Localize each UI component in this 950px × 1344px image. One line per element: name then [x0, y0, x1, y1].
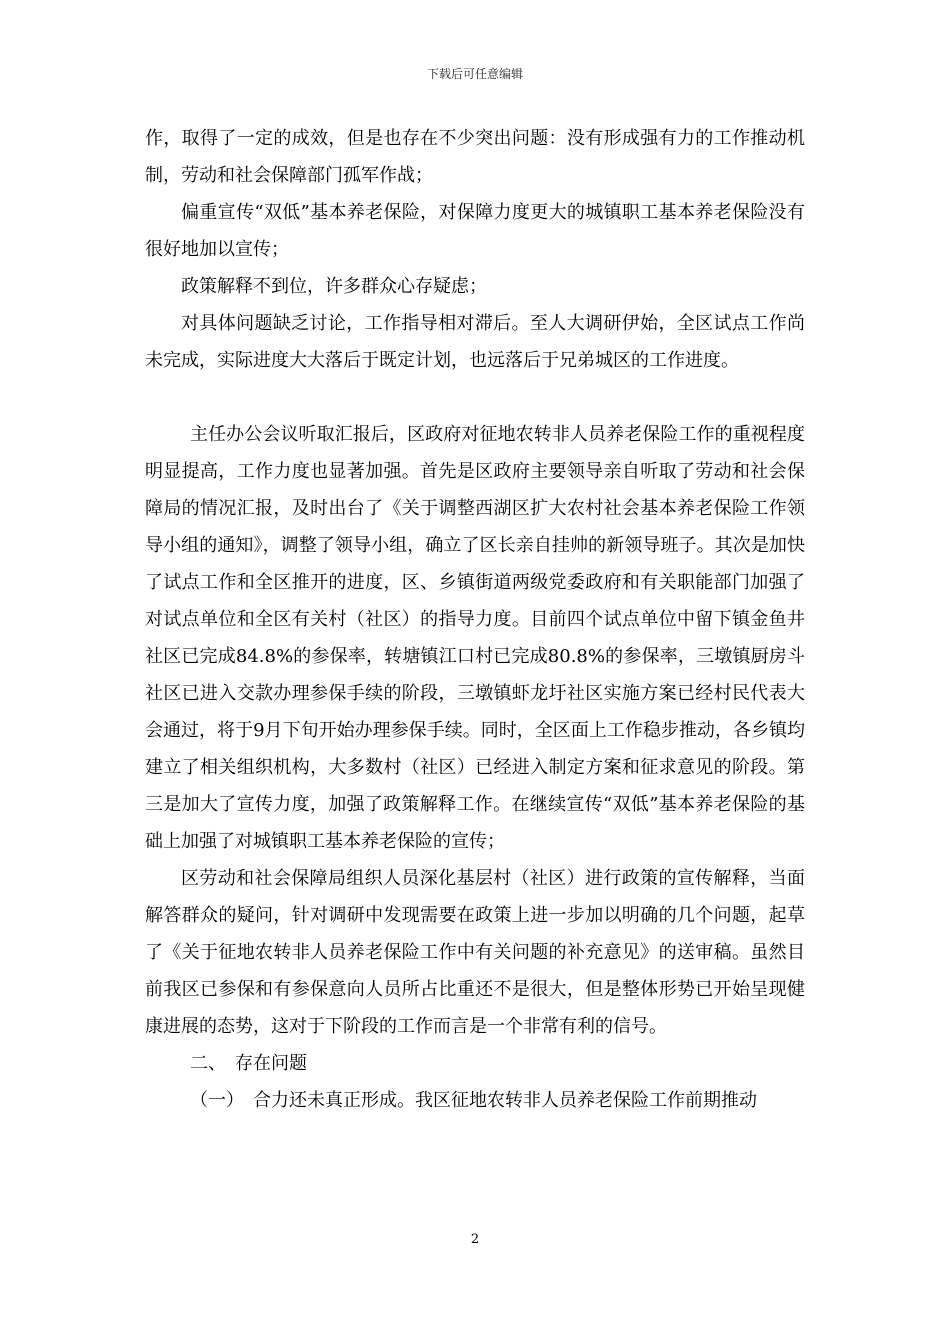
page-number: 2 — [470, 1232, 480, 1247]
section-heading: 二、 存在问题 — [190, 1053, 307, 1074]
page-header: 下载后可任意编辑 — [426, 67, 523, 81]
paragraph: 对具体问题缺乏讨论，工作指导相对滞后。至人大调研伊始，全区试点工作尚未完成，实际进度大大落后于既定计划，也远落后于兄弟城区的工作进度。 — [145, 313, 805, 371]
paragraph: 区劳动和社会保障局组织人员深化基层村（社区）进行政策的宣传解释，当面解答群众的疑问，针对调研中发现需要在政策上进一步加以明确的几个问题，起草了《关于征地农转非人员养老保险工作中有关问题的补充意见》的送审稿。虽然目前我区已参保和有参保意向人员所占比重还不是很大，但是整体形势已开始呈现健康进展的态势，这对于下阶段的工作而言是一个非常有利的信号。 — [145, 868, 805, 1037]
paragraph: 政策解释不到位，许多群众心存疑虑； — [181, 276, 487, 297]
paragraph: 作，取得了一定的成效，但是也存在不少突出问题：没有形成强有力的工作推动机制，劳动和社会保障部门孤军作战； — [145, 128, 805, 186]
paragraph: 主任办公会议听取汇报后，区政府对征地农转非人员养老保险工作的重视程度明显提高，工作力度也显著加强。首先是区政府主要领导亲自听取了劳动和社会保障局的情况汇报，及时出台了《关于调整西湖区扩大农村社会基本养老保险工作领导小组的通知》，调整了领导小组，确立了区长亲自挂帅的新领导班子。其次是加快了试点工作和全区推开的进度，区、乡镇街道两级党委政府和有关职能部门加强了对试点单位和全区有关村（社区）的指导力度。目前四个试点单位中留下镇金鱼井社区已完成84.8%的参保率，转塘镇江口村已完成80.8%的参保率，三墩镇厨房斗社区已进入交款办理参保手续的阶段，三墩镇虾龙圩社区实施方案已经村民代表大会通过，将于9月下旬开始办理参保手续。同时，全区面上工作稳步推动，各乡镇均建立了相关组织机构，大多数村（社区）已经进入制定方案和征求意见的阶段。第三是加大了宣传力度，加强了政策解释工作。在继续宣传“双低”基本养老保险的基础上加强了对城镇职工基本养老保险的宣传； — [145, 424, 805, 852]
document-body — [145, 120, 805, 1119]
paragraph-gap — [145, 379, 805, 416]
paragraph: （一） 合力还未真正形成。我区征地农转非人员养老保险工作前期推动 — [190, 1090, 757, 1111]
paragraph: 偏重宣传“双低”基本养老保险，对保障力度更大的城镇职工基本养老保险没有很好地加以宣传； — [145, 202, 805, 260]
